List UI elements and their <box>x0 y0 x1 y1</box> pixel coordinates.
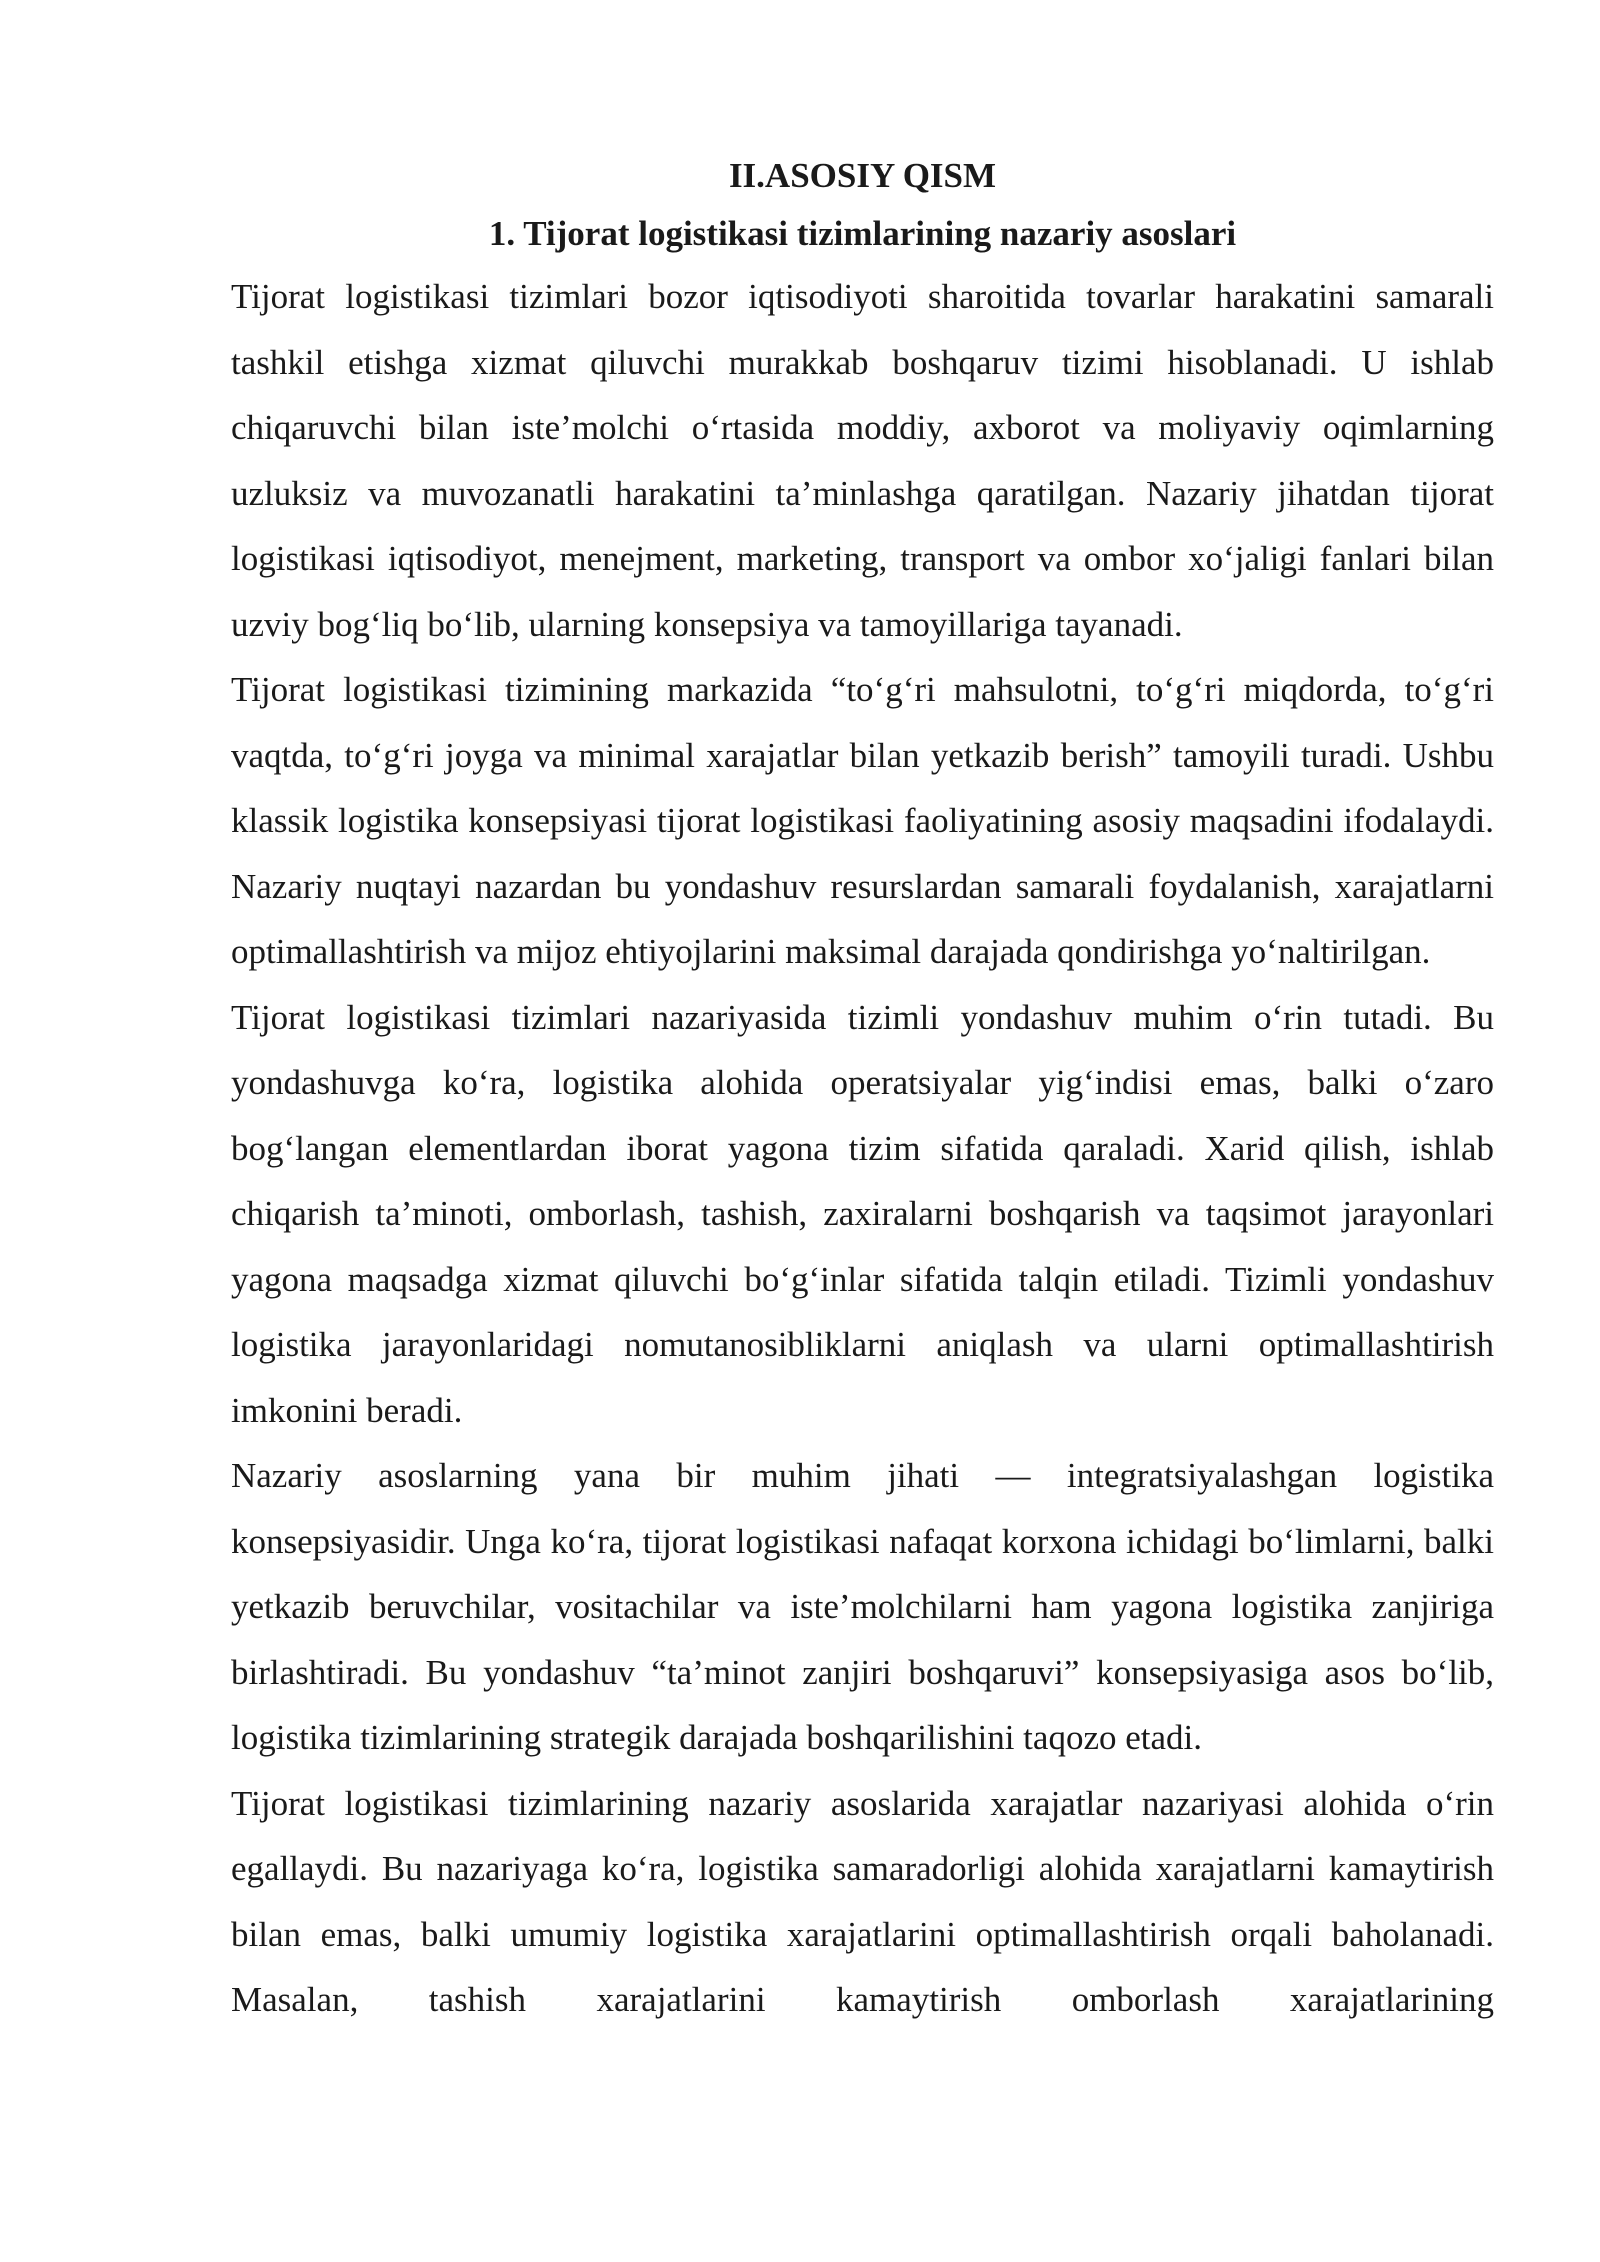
paragraph-1: Tijorat logistikasi tizimlari bozor iqtisodiyoti sharoitida tovarlar harakatini samarali tashkil etishga xizmat qiluvchi murakkab boshqaruv tizimi hisoblanadi. U ishlab chiqaruvchi bilan iste’molchi o‘rtasida moddiy, axborot va moliyaviy oqimlarning uzluksiz va muvozanatli harakatini ta’minlashga qaratilgan. Nazariy jihatdan tijorat logistikasi iqtisodiyot, menejment, marketing, transport va ombor xo‘jaligi fanlari bilan uzviy bog‘liq bo‘lib, ularning konsepsiya va tamoyillariga tayanadi. <box>231 277 1494 644</box>
section-heading: II.ASOSIY QISM <box>728 156 997 195</box>
paragraph-2: Tijorat logistikasi tizimining markazida “to‘g‘ri mahsulotni, to‘g‘ri miqdorda, to‘g‘ri vaqtda, to‘g‘ri joyga va minimal xarajatlar bilan yetkazib berish” tamoyili turadi. Ushbu klassik logistika konsepsiyasi tijorat logistikasi faoliyatining asosiy maqsadini ifodalaydi. Nazariy nuqtayi nazardan bu yondashuv resurslardan samarali foydalanish, xarajatlarni optimallashtirish va mijoz ehtiyojlarini maksimal darajada qondirishga yo‘naltirilgan. <box>231 670 1494 971</box>
section-subheading: 1. Tijorat logistikasi tizimlarining nazariy asoslari <box>488 214 1237 253</box>
paragraph-4: Nazariy asoslarning yana bir muhim jihati — integratsiyalashgan logistika konsepsiyasidir. Unga ko‘ra, tijorat logistikasi nafaqat korxona ichidagi bo‘limlarni, balki yetkazib beruvchilar, vositachilar va iste’molchilarni ham yagona logistika zanjiriga birlashtiradi. Bu yondashuv “ta’minot zanjiri boshqaruvi” konsepsiyasiga asos bo‘lib, logistika tizimlarining strategik darajada boshqarilishini taqozo etadi. <box>231 1456 1494 1757</box>
paragraph-3: Tijorat logistikasi tizimlari nazariyasida tizimli yondashuv muhim o‘rin tutadi. Bu yondashuvga ko‘ra, logistika alohida operatsiyalar yig‘indisi emas, balki o‘zaro bog‘langan elementlardan iborat yagona tizim sifatida qaraladi. Xarid qilish, ishlab chiqarish ta’minoti, omborlash, tashish, zaxiralarni boshqarish va taqsimot jarayonlari yagona maqsadga xizmat qiluvchi bo‘g‘inlar sifatida talqin etiladi. Tizimli yondashuv logistika jarayonlaridagi nomutanosibliklarni aniqlash va ularni optimallashtirish imkonini beradi. <box>231 997 1494 1430</box>
paragraph-5: Tijorat logistikasi tizimlarining nazariy asoslarida xarajatlar nazariyasi alohida o‘rin egallaydi. Bu nazariyaga ko‘ra, logistika samaradorligi alohida xarajatlarni kamaytirish bilan emas, balki umumiy logistika xarajatlarini optimallashtirish orqali baholanadi. Masalan, tashish xarajatlarini kamaytirish omborlash xarajatlarining <box>231 1783 1494 2019</box>
document-page <box>231 148 1494 2033</box>
